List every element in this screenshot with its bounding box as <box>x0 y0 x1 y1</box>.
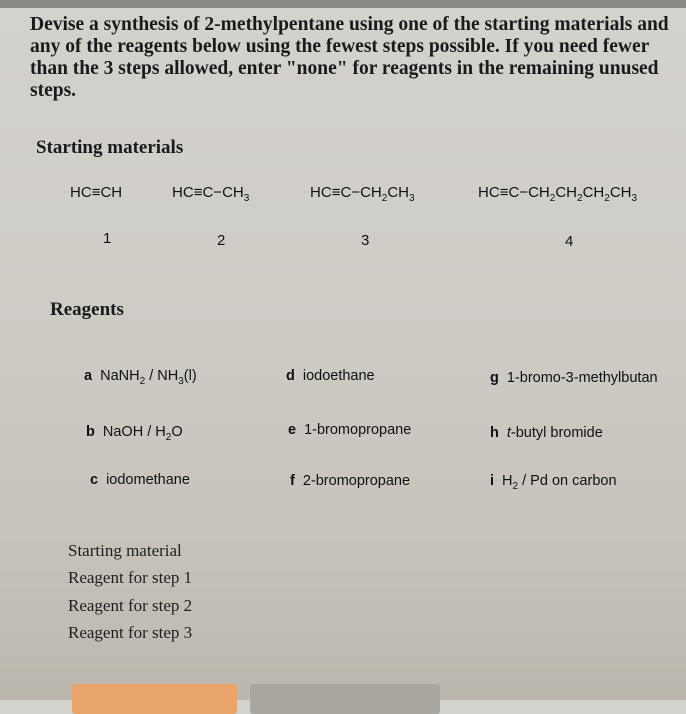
starting-materials-heading: Starting materials <box>36 137 184 158</box>
starting-material-answer-label: Starting material <box>68 541 182 560</box>
starting-material-1-number: 1 <box>103 230 112 247</box>
reagents-heading: Reagents <box>50 299 124 320</box>
starting-material-3-number: 3 <box>361 232 370 249</box>
reagent-e: e 1-bromopropane <box>288 422 412 438</box>
reagent-step-3-label: Reagent for step 3 <box>68 623 193 642</box>
reagent-step-1-label: Reagent for step 1 <box>68 568 193 587</box>
starting-material-2-number: 2 <box>217 232 226 249</box>
reagent-d: d iodoethane <box>286 368 375 384</box>
secondary-button[interactable] <box>250 684 440 714</box>
question-text: Devise a synthesis of 2-methylpentane using one of the starting materials and any of the reagents below using the fewest steps possible. If you need fewer than the 3 steps allowed, enter "none" for reagents in the remaining unused steps. <box>30 14 669 101</box>
top-border <box>0 0 686 8</box>
reagent-i: i $H_2$ / Pd on carbon <box>490 473 617 492</box>
reagent-a: a NaNH$_2$ / $NH_3(l)$ <box>84 368 197 387</box>
starting-material-4-number: 4 <box>565 233 574 250</box>
reagent-c: c iodomethane <box>90 472 190 488</box>
target-molecule: 2-methylpentane <box>204 14 345 35</box>
submit-button[interactable] <box>72 684 237 714</box>
starting-material-4-formula: $HC\equiv C-CH_2CH_2CH_2CH_3$ <box>478 184 638 204</box>
reagent-h: h t-butyl bromide <box>490 425 603 441</box>
starting-material-3-formula: $HC\equiv C-CH_2CH_3$ <box>310 184 415 204</box>
reagent-g: g 1-bromo-3-methylbutan <box>490 370 658 386</box>
reagent-step-2-label: Reagent for step 2 <box>68 596 193 615</box>
reagent-f: f 2-bromopropane <box>290 473 411 489</box>
starting-material-2-formula: $HC\equiv C-CH_3$ <box>172 184 250 204</box>
starting-material-1-formula: HC≡CH <box>70 184 123 201</box>
reagent-b: b NaOH / $H_2O$ <box>86 424 183 443</box>
